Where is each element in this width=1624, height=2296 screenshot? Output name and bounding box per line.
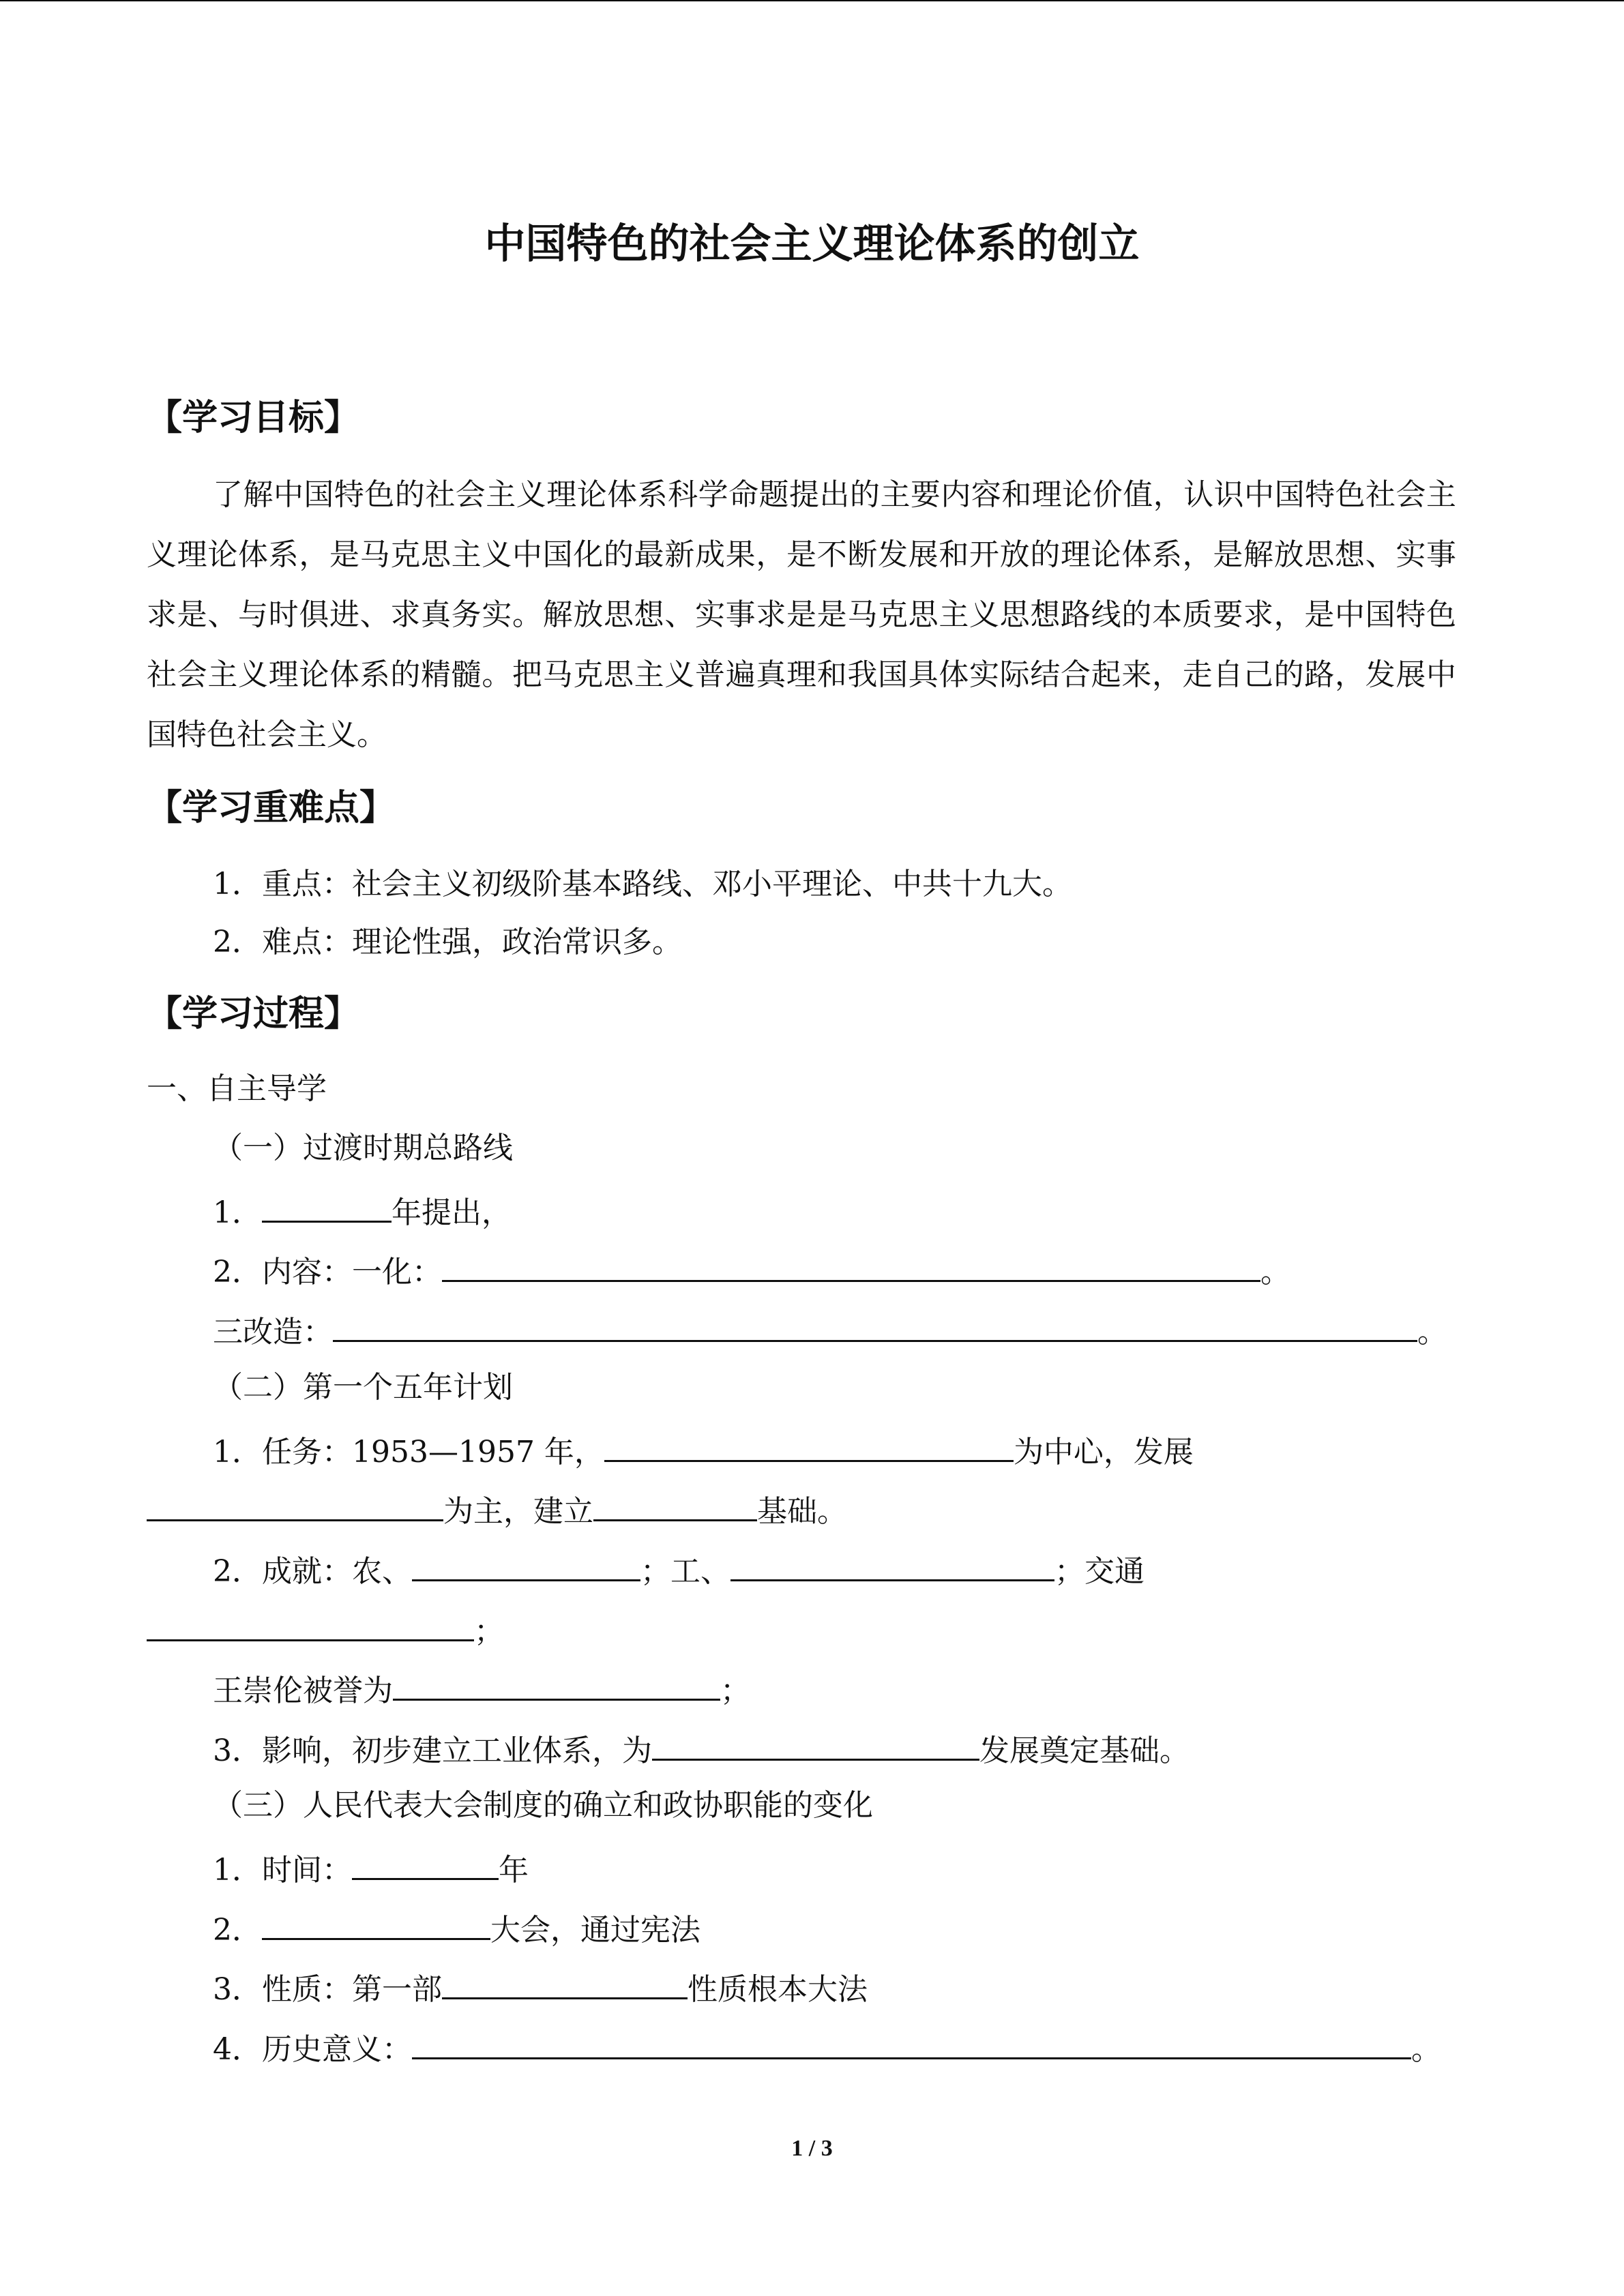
fill-blank[interactable] bbox=[442, 1965, 688, 1999]
goals-paragraph: 了解中国特色的社会主义理论体系科学命题提出的主要内容和理论价值，认识中国特色社会主义理论体系，是马克思主义中国化的最新成果，是不断发展和开放的理论体系，是解放思想、实事求是、与时俱进、求真务实。解放思想、实事求是是马克思主义思想路线的本质要求，是中国特色社会主义理论体系的精髓。把马克思主义普遍真理和我国具体实际结合起来，走自己的路，发展中国特色社会主义。 bbox=[147, 477, 1456, 752]
fill-blank[interactable] bbox=[352, 1845, 499, 1880]
section-heading-goals: 【学习目标】 bbox=[147, 398, 360, 438]
fill-line: ； bbox=[147, 1607, 504, 1648]
section-heading-key-points: 【学习重难点】 bbox=[147, 788, 396, 829]
fill-line: 2．成就：农、 ；工、 ；交通 bbox=[213, 1547, 1145, 1587]
fill-blank[interactable] bbox=[412, 1547, 640, 1581]
fill-line: 1．时间： 年 bbox=[213, 1845, 529, 1886]
fill-line: 3．性质：第一部 性质根本大法 bbox=[213, 1965, 868, 2006]
fill-blank[interactable] bbox=[393, 1666, 720, 1701]
fill-blank[interactable] bbox=[652, 1726, 979, 1761]
fill-blank[interactable] bbox=[730, 1547, 1054, 1581]
fill-line: 为主，建立 基础。 bbox=[147, 1487, 847, 1527]
fill-line: 1．任务：1953—1957 年， 为中心，发展 bbox=[213, 1427, 1194, 1468]
fill-line: 1． 年提出， bbox=[213, 1188, 512, 1229]
fill-line: 3．影响，初步建立工业体系，为 发展奠定基础。 bbox=[213, 1726, 1190, 1767]
key-point-1: 1．重点：社会主义初级阶基本路线、邓小平理论、中共十九大。 bbox=[213, 867, 1072, 901]
fill-blank[interactable] bbox=[604, 1427, 1014, 1462]
sub-heading-transition: （一）过渡时期总路线 bbox=[213, 1131, 513, 1165]
fill-blank[interactable] bbox=[262, 1905, 490, 1940]
section-heading-process: 【学习过程】 bbox=[147, 994, 360, 1034]
fill-line: 2．内容：一化： 。 bbox=[213, 1247, 1290, 1288]
sub-heading-peoples-congress: （三）人民代表大会制度的确立和政协职能的变化 bbox=[213, 1788, 873, 1823]
fill-blank[interactable] bbox=[333, 1307, 1417, 1342]
fill-blank[interactable] bbox=[593, 1487, 757, 1521]
sub-heading-five-year-plan: （二）第一个五年计划 bbox=[213, 1370, 513, 1405]
fill-line: 2． 大会，通过宪法 bbox=[213, 1905, 700, 1946]
fill-line: 王崇伦被誉为 ； bbox=[213, 1666, 750, 1707]
fill-blank[interactable] bbox=[147, 1487, 443, 1521]
fill-line: 三改造： 。 bbox=[213, 1307, 1447, 1348]
key-point-2: 2．难点：理论性强，政治常识多。 bbox=[213, 925, 682, 959]
part-heading-self-study: 一、自主导学 bbox=[147, 1071, 327, 1106]
fill-blank[interactable] bbox=[412, 2025, 1411, 2059]
page-title: 中国特色的社会主义理论体系的创立 bbox=[484, 220, 1140, 268]
fill-blank[interactable] bbox=[147, 1607, 474, 1641]
fill-blank[interactable] bbox=[262, 1188, 392, 1223]
fill-blank[interactable] bbox=[442, 1247, 1260, 1282]
fill-line: 4．历史意义： 。 bbox=[213, 2025, 1441, 2066]
page-number: 1 / 3 bbox=[791, 2136, 833, 2161]
